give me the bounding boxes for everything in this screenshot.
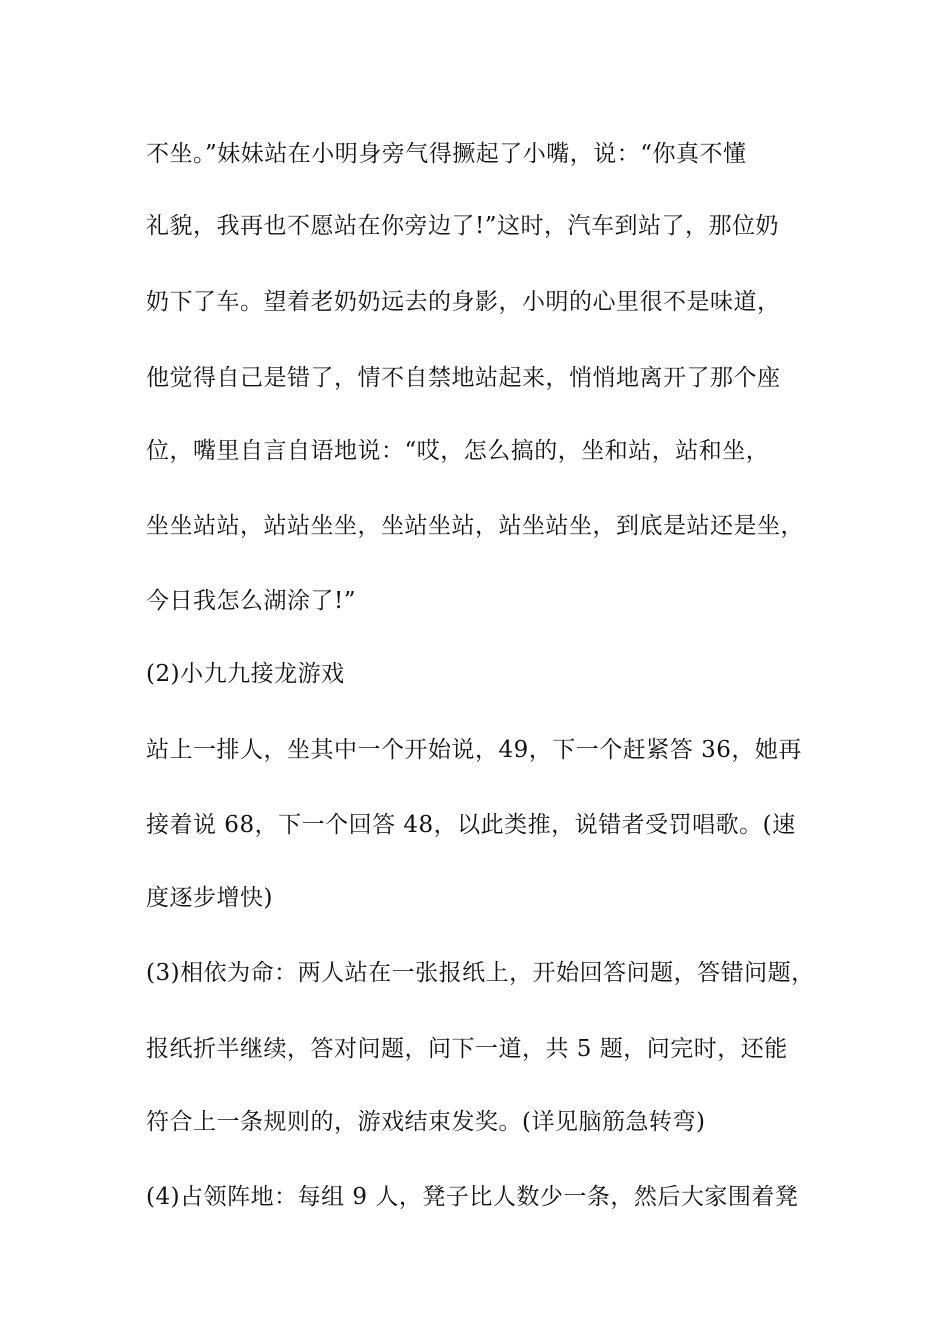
text-line: 度逐步增快) <box>146 885 273 911</box>
text-line: 今日我怎么湖涂了!” <box>146 588 357 614</box>
text-line: 报纸折半继续，答对问题，问下一道，共 5 题，问完时，还能 <box>146 1036 788 1062</box>
text-line: 坐坐站站，站站坐坐，坐站坐站，站坐站坐，到底是站还是坐， <box>146 513 804 539</box>
text-line: (4)占领阵地：每组 9 人，凳子比人数少一条，然后大家围着凳 <box>146 1184 799 1210</box>
text-line: 奶下了车。望着老奶奶远去的身影，小明的心里很不是味道， <box>146 289 781 315</box>
text-line: 位，嘴里自言自语地说：“哎，怎么搞的，坐和站，站和坐， <box>146 438 770 464</box>
text-line: 不坐。”妹妹站在小明身旁气得撅起了小嘴，说：“你真不懂 <box>146 141 747 167</box>
text-line: 符合上一条规则的，游戏结束发奖。(详见脑筋急转弯) <box>146 1109 706 1135</box>
section-heading: (2)小九九接龙游戏 <box>146 661 345 687</box>
text-line: 接着说 68，下一个回答 48，以此类推，说错者受罚唱歌。(速 <box>146 812 796 838</box>
text-line: 礼貌，我再也不愿站在你旁边了!”这时，汽车到站了，那位奶 <box>146 213 780 239</box>
text-line: (3)相依为命：两人站在一张报纸上，开始回答问题，答错问题， <box>146 960 815 986</box>
text-line: 他觉得自己是错了，情不自禁地站起来，悄悄地离开了那个座 <box>146 365 781 391</box>
text-line: 站上一排人，坐其中一个开始说，49，下一个赶紧答 36，她再 <box>146 737 802 763</box>
